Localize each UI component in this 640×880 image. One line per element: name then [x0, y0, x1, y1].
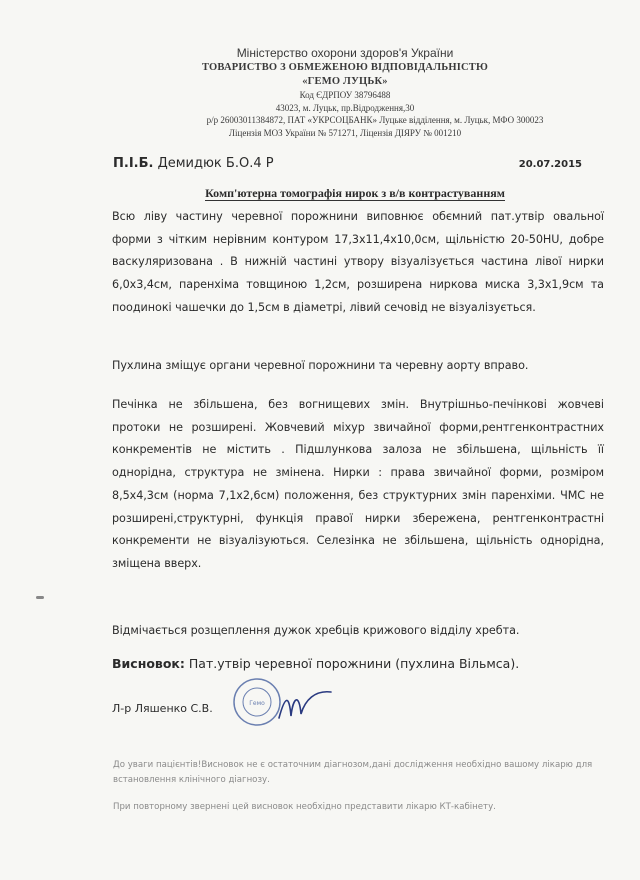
company-type: ТОВАРИСТВО З ОБМЕЖЕНОЮ ВІДПОВІДАЛЬНІСТЮ	[201, 62, 489, 73]
bank-details: р/р 26003011384872, ПАТ «УКРСОЦБАНК» Луцьке відділення, м. Луцьк, МФО 300023	[206, 115, 544, 125]
findings-paragraph-3: Печінка не збільшена, без вогнищевих змін. Внутрішньо-печінкові жовчеві протоки не розширені. Жовчевий міхур звичайної форми,рентгенконтрастних конкрементів не містить . Підшлункова залоза не збільшена, щільність її однорідна, структура не змінена. Нирки : права звичайної форми, розміром 8,5х4,3см (норма 7,1х2,6см) положення, без структурних змін паренхіми. ЧМС не розширені,структурні, функція правої нирки збережена, рентгенконтрастні конкременти не візуалізуються. Селезінка не збільшена, щільність однорідна, зміщена вверх.	[112, 398, 604, 570]
patient-row	[113, 156, 582, 174]
company-code: Код ЄДРПОУ 38796488	[299, 90, 391, 100]
license-info: Ліцензія МОЗ України № 571271, Ліцензія ДІЯРУ № 001210	[228, 127, 462, 138]
footer-note-2: При повторному звернені цей висновок необхідно представити лікарю КТ-кабінету.	[113, 802, 496, 812]
company-address: 43023, м. Луцьк, пр.Відродження,30	[275, 102, 415, 113]
exam-date: 20.07.2015	[518, 159, 582, 170]
patient-name-line	[113, 156, 274, 171]
svg-text:Гемо: Гемо	[249, 700, 265, 707]
footer-note-1: До уваги пацієнтів!Висновок не є остаточним діагнозом,дані дослідження необхідно вашому лікарю для встановлення клінічного діагнозу.	[113, 760, 593, 785]
conclusion-text: Пат.утвір черевної порожнини (пухлина Вільмса).	[188, 656, 520, 671]
study-title	[0, 186, 640, 201]
conclusion	[112, 656, 519, 671]
scan-speck	[36, 596, 44, 599]
company-name: «ГЕМО ЛУЦЬК»	[302, 76, 388, 87]
patient-name: Демидюк Б.О.4 Р	[157, 156, 274, 171]
findings-paragraph-4: Відмічається розщеплення дужок хребців крижового відділу хребта.	[112, 624, 520, 637]
findings-paragraph-2: Пухлина зміщує органи черевної порожнини та черевну аорту вправо.	[112, 359, 529, 372]
doctor-signature	[275, 686, 335, 726]
findings-paragraph-1: Всю ліву частину черевної порожнини виповнює обємний пат.утвір овальної форми з чітким нерівним контуром 17,3х11,4х10,0см, щільністю 20-50HU, добре васкуляризована . В нижній частині утвору візуалізується частина лівої нирки 6,0х3,4см, паренхіма товщиною 1,2см, розширена ниркова миска 3,3х1,9см та поодинокі чашечки до 1,5см в діаметрі, лівий сечовід не візуалізується.	[112, 210, 604, 314]
conclusion-label: Висновок:	[112, 656, 185, 671]
doctor-name: Л-р Ляшенко С.В.	[112, 702, 213, 715]
letterhead	[0, 46, 640, 139]
study-title-text: Комп'ютерна томографія нирок з в/в контрастуванням	[205, 186, 505, 200]
patient-label: П.І.Б.	[113, 156, 154, 171]
ministry-name: Міністерство охорони здоров'я України	[236, 46, 454, 60]
